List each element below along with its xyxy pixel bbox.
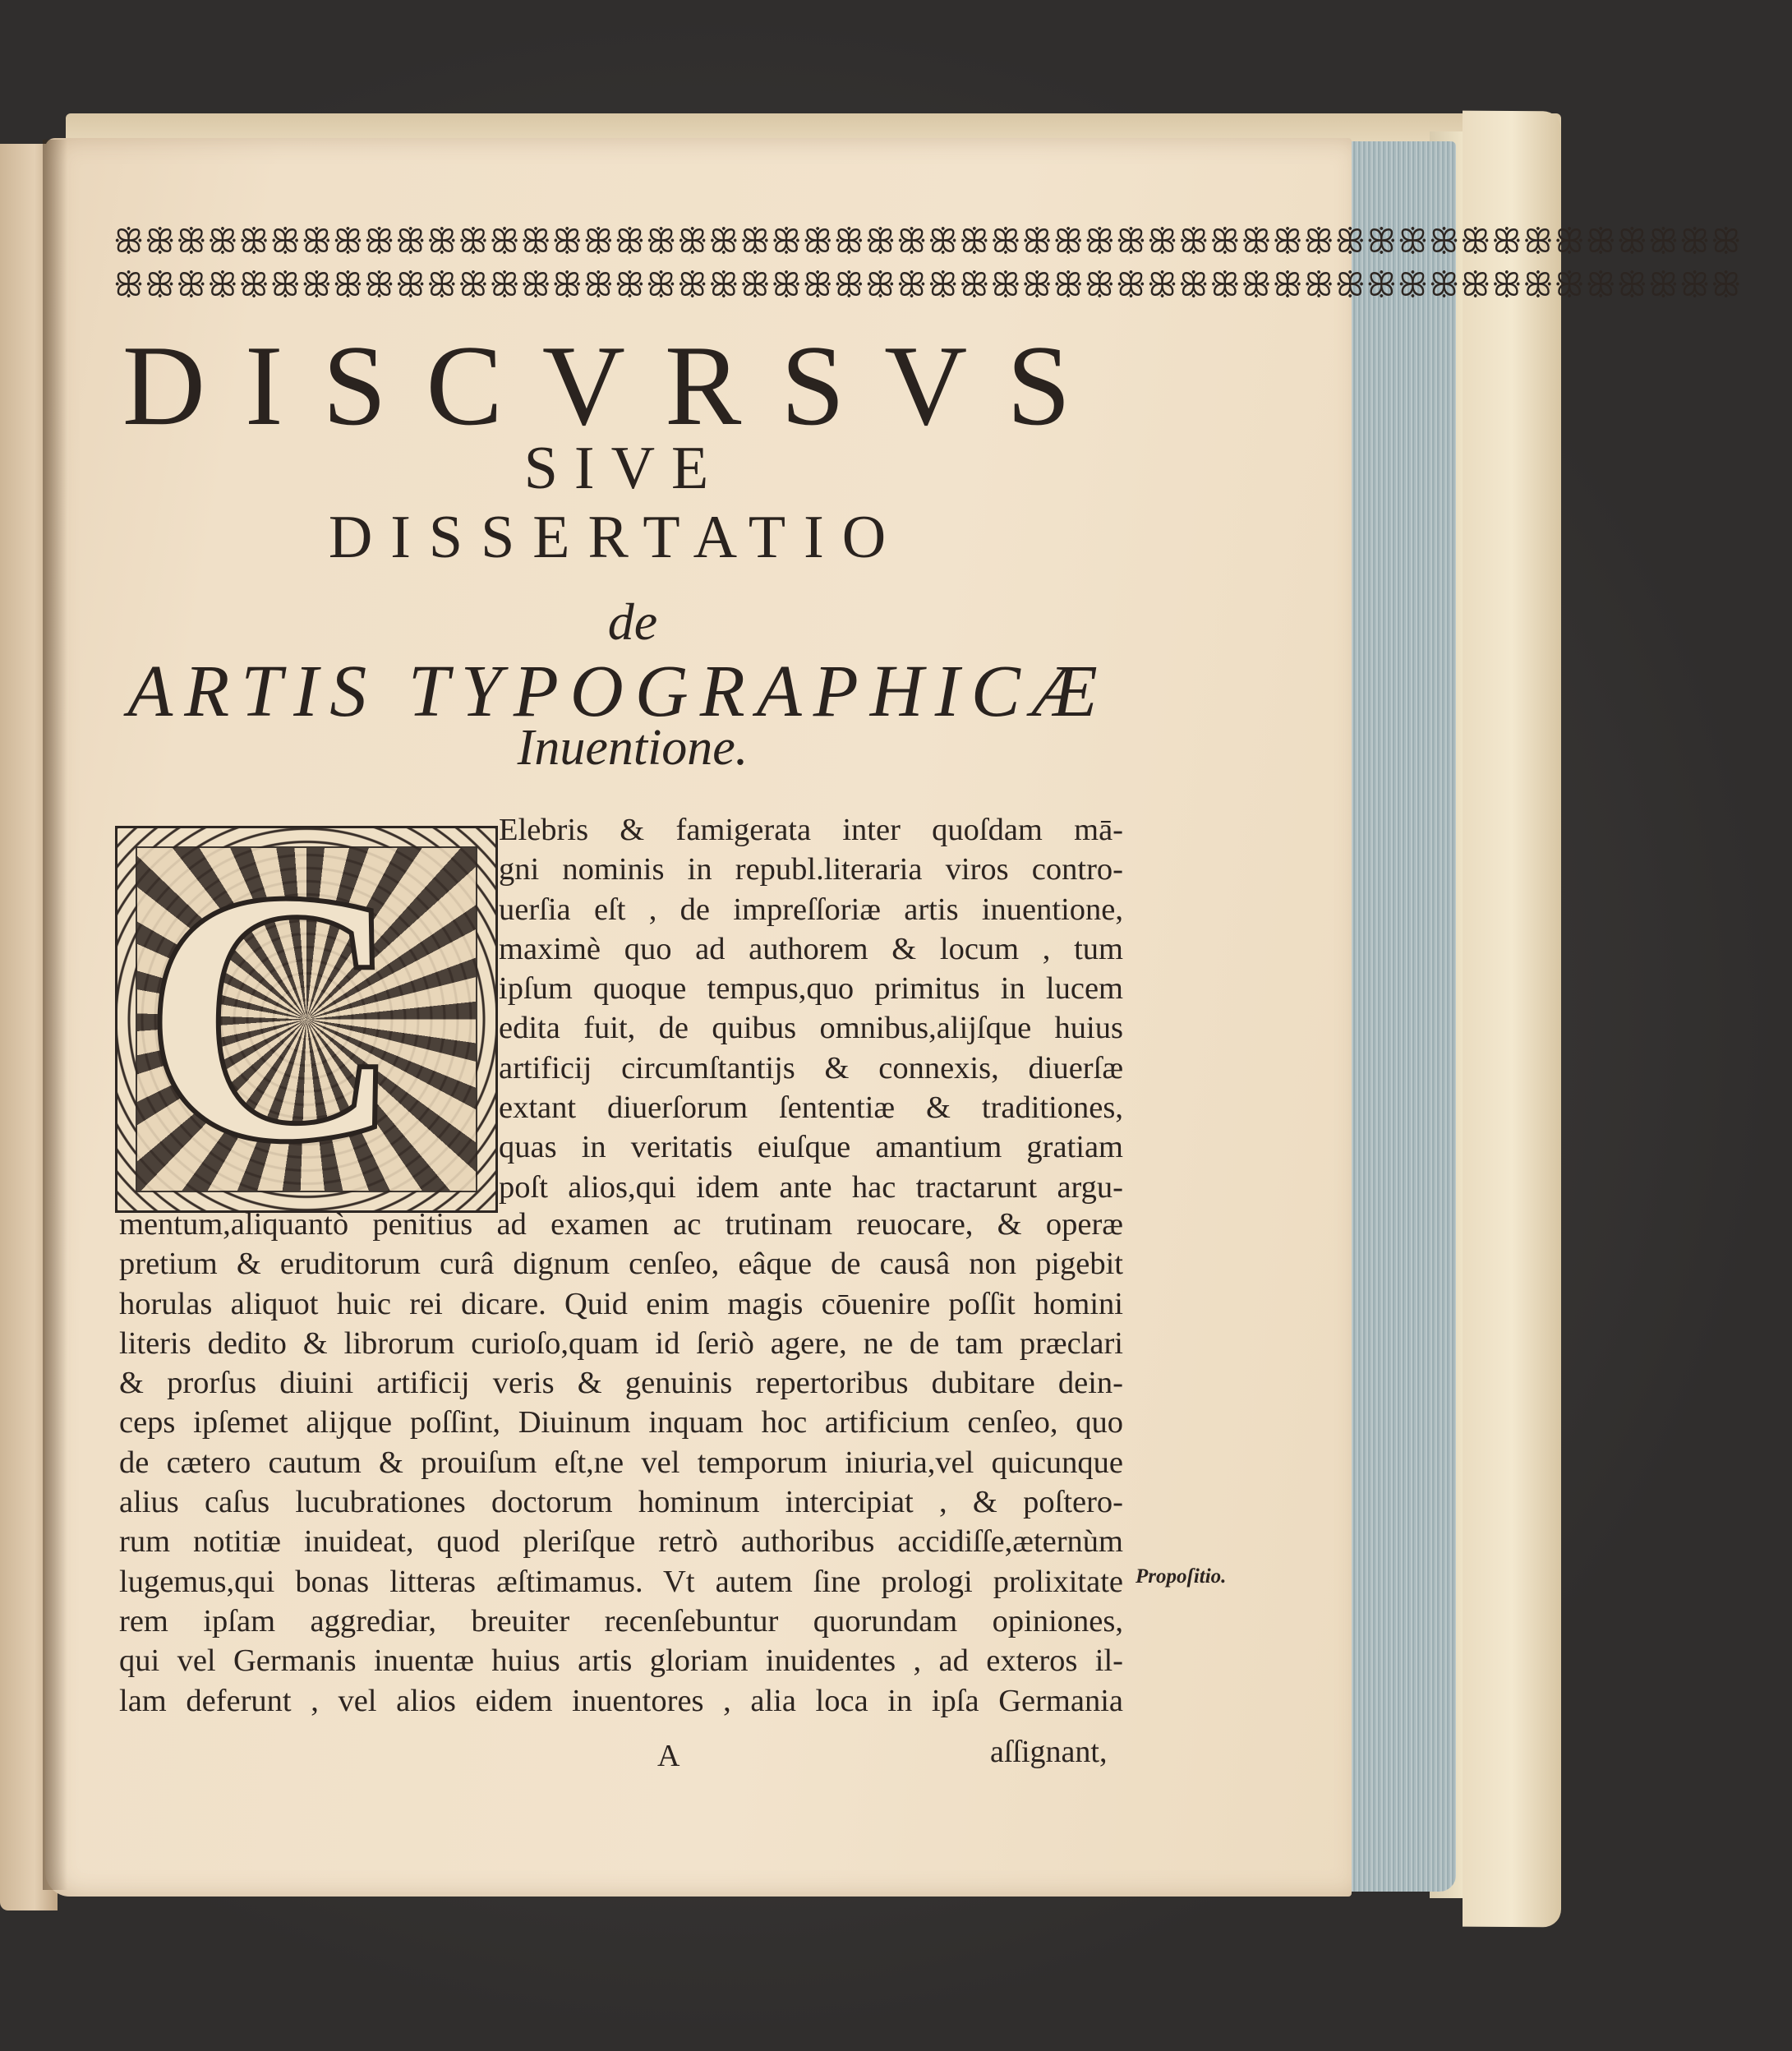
title-artis-typographicae: ARTIS TYPOGRAPHICÆ (127, 651, 1109, 732)
text-line: pretium & eruditorum curâ dignum cenſeo, eâque de causâ non pigebit (119, 1247, 1123, 1282)
title-de: de (607, 592, 658, 651)
text-line: lugemus,qui bonas litteras æſtimamus. Vt autem ſine prologi prolixitate (119, 1564, 1123, 1599)
text-line: literis dedito & librorum curioſo,quam id ſeriò agere, ne de tam præclari (119, 1325, 1123, 1361)
title-discursus: DISCVRSVS (122, 322, 1111, 449)
text-line: Elebris & famigerata inter quoſdam mā- (499, 813, 1123, 847)
initial-letter: C (142, 817, 403, 1217)
text-line: ceps ipſemet alijque poſſint, Diuinum inquam hoc artificium cenſeo, quo (119, 1405, 1123, 1440)
text-line: qui vel Germanis inuentæ huius artis gloriam inuidentes , ad exteros il- (119, 1643, 1123, 1679)
ornament-row-1: ꕥꕥꕥꕥꕥꕥꕥꕥꕥꕥꕥꕥꕥꕥꕥꕥꕥꕥꕥꕥꕥꕥꕥꕥꕥꕥꕥꕥꕥꕥꕥꕥꕥꕥꕥꕥꕥꕥꕥꕥꕥꕥꕥꕥꕥꕥꕥꕥꕥꕥꕥꕥ (113, 223, 1743, 260)
text-line: quas in veritatis eiuſque amantium gratiam (499, 1130, 1123, 1165)
title-inuentione: Inuentione. (517, 720, 749, 776)
text-line: lam deferunt , vel alios eidem inuentores , alia loca in ipſa Germania (119, 1683, 1123, 1718)
text-line: uerſia eſt , de impreſſoriæ artis inuentione, (499, 892, 1123, 927)
ornament-band-bottom (113, 266, 1743, 304)
text-line: edita fuit, de quibus omnibus,alijſque huius (499, 1011, 1123, 1046)
text-line: alius caſus lucubrationes doctorum hominum intercipiat , & poſtero- (119, 1485, 1123, 1520)
book-cover-right (1463, 111, 1561, 1928)
text-line: poſt alios,qui idem ante hac tractarunt argu- (499, 1169, 1123, 1205)
text-line: horulas aliquot huic rei dicare. Quid enim magis cōuenire poſſit homini (119, 1286, 1123, 1321)
text-line: & prorſus diuini artificij veris & genuinis repertoribus dubitare dein- (119, 1366, 1123, 1401)
text-line: rem ipſam aggrediar, breuiter recenſebuntur quorundam opiniones, (119, 1603, 1123, 1638)
ornament-band-top (113, 223, 1743, 260)
signature-mark: A (657, 1739, 680, 1773)
title-sive: SIVE (523, 435, 726, 502)
body-text-narrow (499, 810, 1123, 1207)
text-line: rum notitiæ inuideat, quod pleriſque retrò authoribus accidiſſe,æternùm (119, 1524, 1123, 1560)
text-line: ipſum quoque tempus,quo primitus in lucem (499, 971, 1123, 1007)
text-line: artificij circumſtantijs & connexis, diuerſæ (499, 1050, 1123, 1085)
text-line: gni nominis in republ.literaria viros contro- (499, 852, 1123, 887)
ornament-row-2: ꕥꕥꕥꕥꕥꕥꕥꕥꕥꕥꕥꕥꕥꕥꕥꕥꕥꕥꕥꕥꕥꕥꕥꕥꕥꕥꕥꕥꕥꕥꕥꕥꕥꕥꕥꕥꕥꕥꕥꕥꕥꕥꕥꕥꕥꕥꕥꕥꕥꕥꕥꕥ (113, 266, 1743, 304)
catchword: aſſignant, (990, 1735, 1108, 1769)
title-dissertatio: DISSERTATIO (328, 504, 905, 571)
margin-note: Propoſitio. (1136, 1565, 1227, 1588)
text-line: mentum,aliquantò penitius ad examen ac trutinam reuocare, & operæ (119, 1207, 1123, 1242)
text-line: de cætero cautum & prouiſum eſt,ne vel temporum iniuria,vel quicunque (119, 1445, 1123, 1480)
page-edges (1339, 141, 1456, 1892)
text-line: maximè quo ad authorem & locum , tum (499, 931, 1123, 966)
spine-shadow (43, 140, 67, 1890)
body-text-wide (119, 1205, 1123, 1721)
decorated-initial (115, 817, 498, 1217)
text-line: extant diuerſorum ſententiæ & traditiones, (499, 1090, 1123, 1126)
